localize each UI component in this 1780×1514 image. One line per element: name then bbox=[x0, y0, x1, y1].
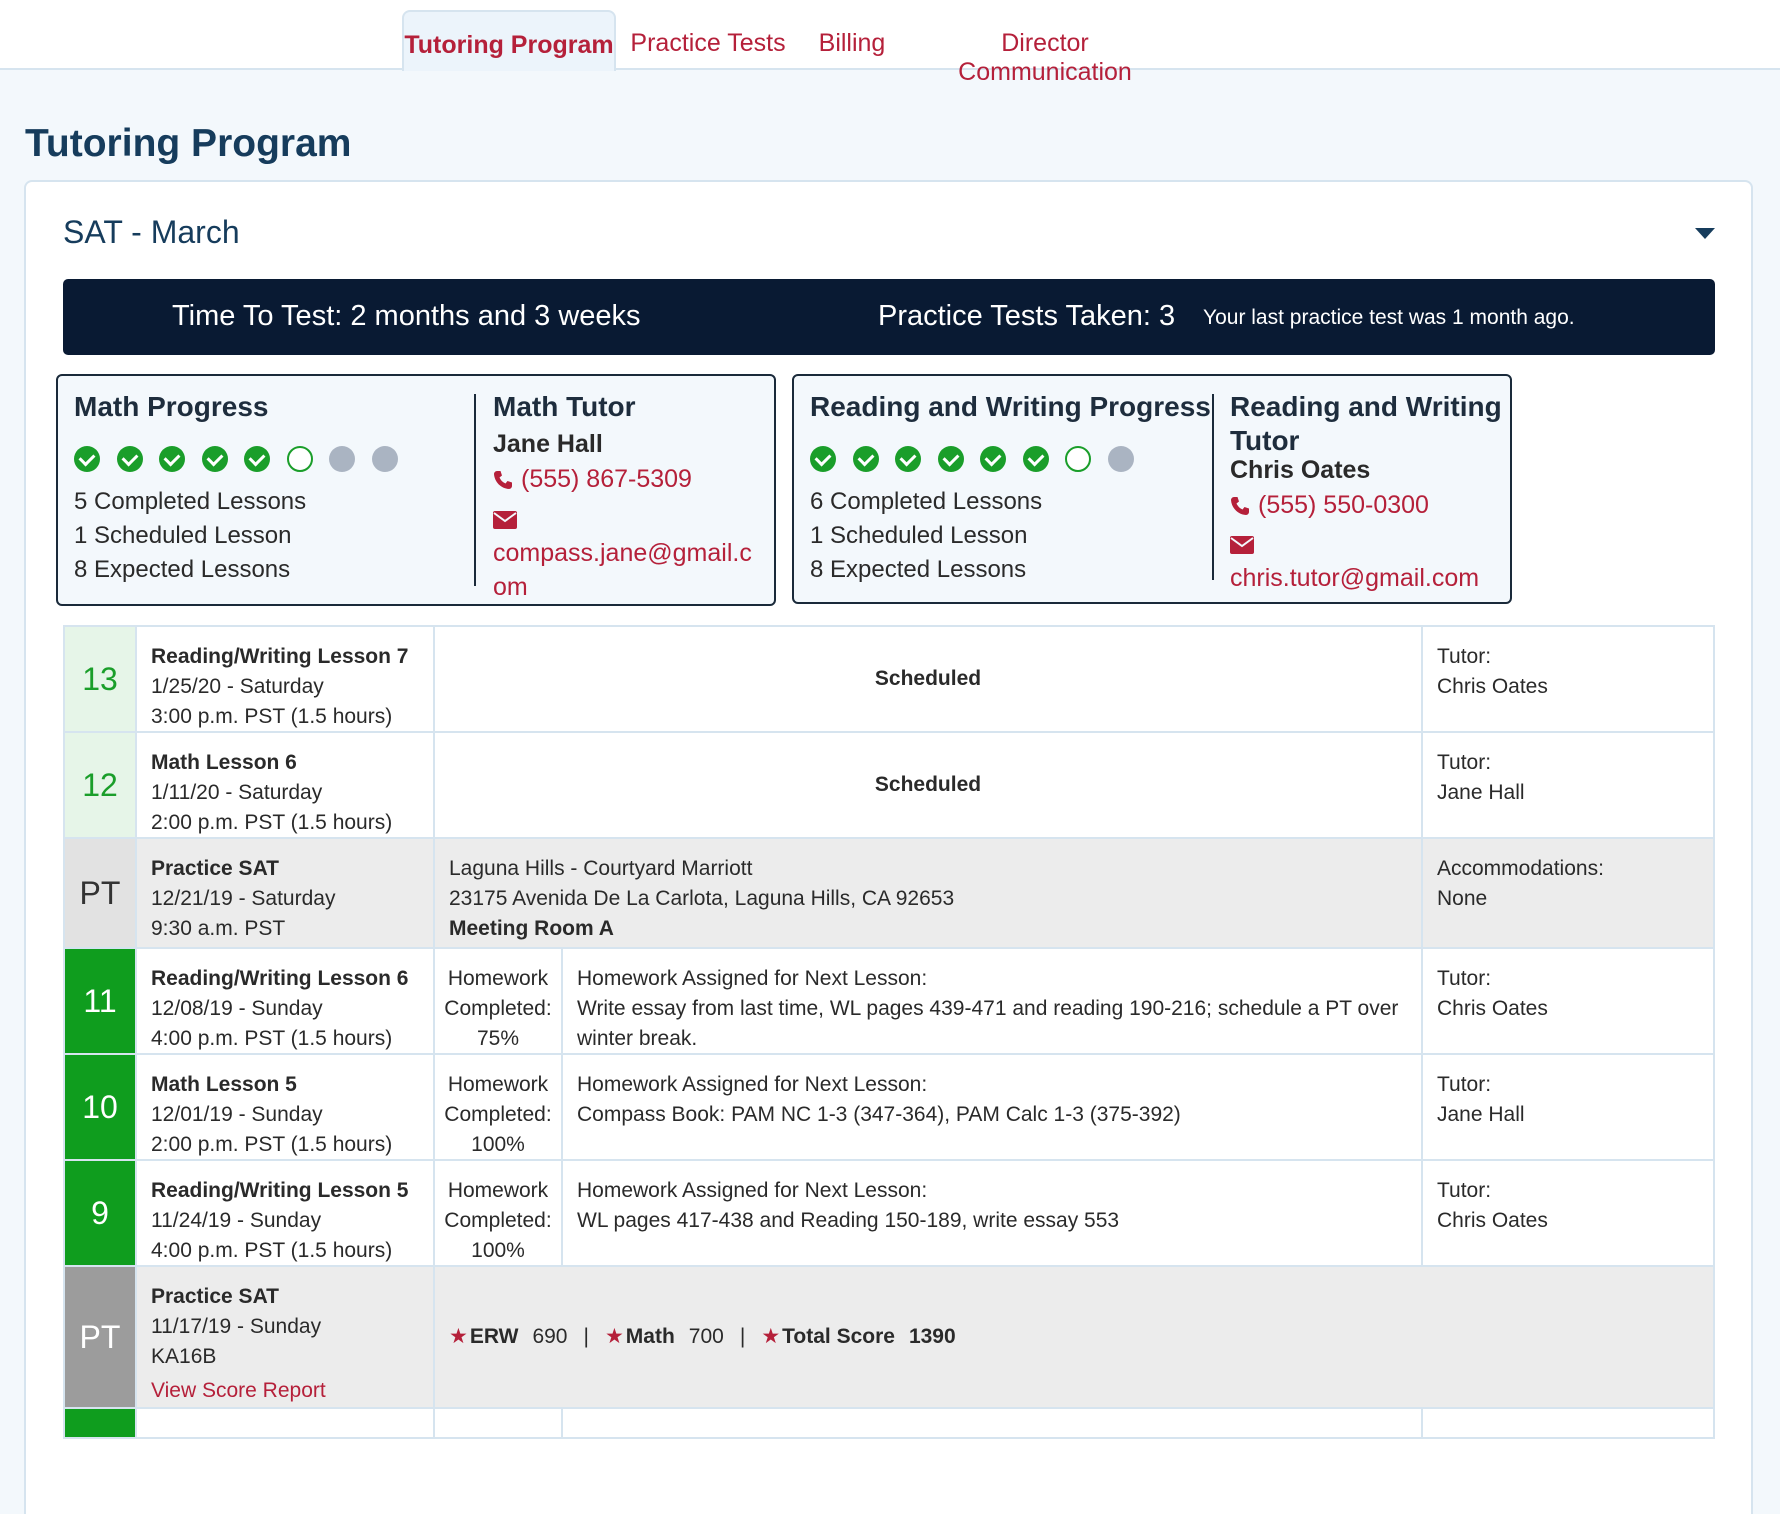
star-icon: ★ bbox=[604, 1325, 624, 1348]
lesson-date: 12/21/19 - Saturday bbox=[151, 887, 336, 910]
tutor-name: Jane Hall bbox=[1437, 1103, 1525, 1126]
math-email-line2[interactable]: om bbox=[493, 573, 528, 601]
table-row bbox=[63, 627, 1715, 733]
math-tutor-phone[interactable] bbox=[493, 462, 692, 496]
table-row bbox=[63, 1409, 1715, 1439]
lesson-info bbox=[135, 733, 433, 837]
math-progress-card bbox=[56, 374, 776, 606]
math-label: Math bbox=[625, 1325, 675, 1348]
hw-next-text: Write essay from last time, WL pages 439-471 and reading 190-216; schedule a PT over winter break. bbox=[577, 997, 1399, 1050]
rw-tutor-heading bbox=[1230, 390, 1502, 458]
tutor-name: Chris Oates bbox=[1437, 1209, 1548, 1232]
lesson-date: 1/11/20 - Saturday bbox=[151, 781, 323, 804]
scheduled-lesson-icon bbox=[1065, 446, 1091, 472]
lesson-number: 12 bbox=[65, 733, 135, 837]
lesson-date: 11/24/19 - Sunday bbox=[151, 1209, 322, 1232]
lesson-title: Reading/Writing Lesson 6 bbox=[151, 967, 409, 990]
table-row bbox=[63, 839, 1715, 949]
rw-stats bbox=[810, 485, 1042, 587]
math-stats bbox=[74, 485, 306, 587]
lesson-number: 11 bbox=[65, 949, 135, 1053]
lesson-date: 12/08/19 - Sunday bbox=[151, 997, 323, 1020]
lesson-info bbox=[135, 1161, 433, 1265]
hw-label: Homework bbox=[447, 1073, 549, 1096]
tutor-name: Chris Oates bbox=[1437, 675, 1548, 698]
program-panel bbox=[24, 180, 1753, 1514]
table-row bbox=[63, 949, 1715, 1055]
tab-practice-tests[interactable]: Practice Tests bbox=[630, 29, 786, 57]
total-score-label: Total Score bbox=[782, 1325, 895, 1348]
separator: | bbox=[739, 1325, 746, 1348]
math-progress-dots bbox=[74, 446, 414, 474]
lesson-info bbox=[135, 1409, 433, 1439]
tutor-name: Chris Oates bbox=[1437, 997, 1548, 1020]
view-score-report-link[interactable]: View Score Report bbox=[151, 1379, 326, 1402]
test-location bbox=[433, 839, 1421, 947]
lesson-time: 2:00 p.m. PST (1.5 hours) bbox=[151, 811, 393, 834]
lesson-number: PT bbox=[65, 1267, 135, 1407]
hw-next-text: Compass Book: PAM NC 1-3 (347-364), PAM Calc 1-3 (375-392) bbox=[577, 1103, 1181, 1126]
hw-label: Homework bbox=[447, 1179, 549, 1202]
time-to-test: Time To Test: 2 months and 3 weeks bbox=[172, 300, 641, 332]
phone-icon bbox=[1230, 496, 1250, 516]
lesson-info bbox=[135, 1267, 433, 1407]
last-practice-test: Your last practice test was 1 month ago. bbox=[1203, 306, 1575, 329]
separator: | bbox=[583, 1325, 589, 1348]
lessons-table bbox=[63, 625, 1715, 1439]
math-phone-text[interactable]: (555) 867-5309 bbox=[521, 465, 692, 493]
rw-tutor-name: Chris Oates bbox=[1230, 456, 1371, 484]
summary-banner bbox=[63, 279, 1715, 355]
completed-lesson-icon bbox=[895, 446, 921, 472]
lesson-tutor bbox=[1421, 627, 1713, 731]
completed-lesson-icon bbox=[938, 446, 964, 472]
expected-lesson-icon bbox=[1108, 446, 1134, 472]
math-expected: 8 Expected Lessons bbox=[74, 556, 291, 583]
lesson-tutor bbox=[1421, 1055, 1713, 1159]
lesson-date: 1/25/20 - Saturday bbox=[151, 675, 324, 698]
envelope-icon bbox=[1230, 535, 1254, 555]
homework-completed bbox=[433, 1161, 561, 1265]
rw-progress-card bbox=[792, 374, 1512, 604]
table-row bbox=[63, 1267, 1715, 1409]
homework-completed bbox=[433, 949, 561, 1053]
score-line bbox=[449, 1267, 1699, 1407]
rw-tutor-email[interactable] bbox=[1230, 527, 1510, 595]
hw-next-label: Homework Assigned for Next Lesson: bbox=[577, 967, 928, 990]
lesson-status: Scheduled bbox=[433, 733, 1421, 837]
math-scheduled: 1 Scheduled Lesson bbox=[74, 522, 292, 549]
expected-lesson-icon bbox=[329, 446, 355, 472]
tutor-label: Tutor: bbox=[1437, 967, 1492, 990]
math-tutor-heading: Math Tutor bbox=[493, 391, 636, 422]
lesson-title: Practice SAT bbox=[151, 1285, 279, 1308]
erw-score: 690 bbox=[532, 1325, 568, 1348]
tutor-label: Tutor: bbox=[1437, 1179, 1492, 1202]
lesson-time: 3:00 p.m. PST (1.5 hours) bbox=[151, 705, 393, 728]
lesson-time: 4:00 p.m. PST (1.5 hours) bbox=[151, 1027, 393, 1050]
hw-label: Completed: bbox=[444, 997, 552, 1020]
lesson-info bbox=[135, 627, 433, 731]
star-icon: ★ bbox=[761, 1325, 781, 1348]
rw-scheduled: 1 Scheduled Lesson bbox=[810, 522, 1028, 549]
venue-name: Laguna Hills - Courtyard Marriott bbox=[449, 857, 753, 880]
divider bbox=[474, 394, 476, 586]
lesson-title: Reading/Writing Lesson 7 bbox=[151, 645, 409, 668]
tutor-label: Tutor: bbox=[1437, 751, 1492, 774]
lesson-tutor bbox=[1421, 733, 1713, 837]
table-row bbox=[63, 1161, 1715, 1267]
tutor-name: Jane Hall bbox=[1437, 781, 1525, 804]
homework-next bbox=[561, 1409, 1421, 1439]
completed-lesson-icon bbox=[1023, 446, 1049, 472]
homework-next bbox=[561, 1161, 1421, 1265]
lesson-number bbox=[65, 1409, 135, 1437]
hw-next-label: Homework Assigned for Next Lesson: bbox=[577, 1179, 928, 1202]
lesson-number: 13 bbox=[65, 627, 135, 731]
expected-lesson-icon bbox=[372, 446, 398, 472]
page-title: Tutoring Program bbox=[25, 122, 352, 165]
rw-expected: 8 Expected Lessons bbox=[810, 556, 1027, 583]
lesson-number: 10 bbox=[65, 1055, 135, 1159]
lesson-date: 11/17/19 - Sunday bbox=[151, 1315, 322, 1338]
completed-lesson-icon bbox=[117, 446, 143, 472]
tab-tutoring-program[interactable]: Tutoring Program bbox=[402, 10, 616, 71]
star-icon: ★ bbox=[449, 1325, 468, 1348]
math-completed: 5 Completed Lessons bbox=[74, 488, 307, 515]
practice-tests-taken: Practice Tests Taken: 3 bbox=[878, 300, 1176, 332]
total-score: 1390 bbox=[908, 1325, 956, 1348]
hw-percent: 75% bbox=[476, 1027, 520, 1050]
lesson-info bbox=[135, 1055, 433, 1159]
rw-completed: 6 Completed Lessons bbox=[810, 488, 1043, 515]
math-email-line1[interactable]: compass.jane@gmail.c bbox=[493, 539, 752, 567]
lesson-title: Math Lesson 5 bbox=[151, 1073, 297, 1096]
lesson-title: Reading/Writing Lesson 5 bbox=[151, 1179, 409, 1202]
lesson-date: 12/01/19 - Sunday bbox=[151, 1103, 323, 1126]
phone-icon bbox=[493, 470, 513, 490]
completed-lesson-icon bbox=[244, 446, 270, 472]
rw-email-text[interactable]: chris.tutor@gmail.com bbox=[1230, 564, 1480, 592]
hw-label: Completed: bbox=[444, 1103, 552, 1126]
table-row bbox=[63, 1055, 1715, 1161]
lesson-tutor bbox=[1421, 1161, 1713, 1265]
accommodations-value: None bbox=[1437, 887, 1488, 910]
math-score: 700 bbox=[688, 1325, 724, 1348]
lesson-status: Scheduled bbox=[433, 627, 1421, 731]
table-row bbox=[63, 733, 1715, 839]
completed-lesson-icon bbox=[853, 446, 879, 472]
erw-label: ERW bbox=[469, 1325, 519, 1348]
test-scores bbox=[433, 1267, 1713, 1407]
hw-label: Homework bbox=[447, 967, 549, 990]
lesson-number: 9 bbox=[65, 1161, 135, 1265]
hw-percent: 100% bbox=[471, 1239, 525, 1262]
top-nav bbox=[0, 0, 1780, 86]
venue-room: Meeting Room A bbox=[449, 917, 614, 940]
math-tutor-name: Jane Hall bbox=[493, 430, 603, 458]
lesson-title: Math Lesson 6 bbox=[151, 751, 297, 774]
rw-phone-text[interactable]: (555) 550-0300 bbox=[1258, 491, 1429, 519]
math-tutor-email[interactable] bbox=[493, 502, 773, 604]
lesson-info bbox=[135, 949, 433, 1053]
venue-address: 23175 Avenida De La Carlota, Laguna Hills, CA 92653 bbox=[449, 887, 955, 910]
completed-lesson-icon bbox=[980, 446, 1006, 472]
lesson-time: 4:00 p.m. PST (1.5 hours) bbox=[151, 1239, 393, 1262]
divider bbox=[1212, 394, 1214, 580]
accommodations bbox=[1421, 839, 1713, 947]
tab-director-communication[interactable]: Director Communication bbox=[958, 29, 1132, 86]
lesson-tutor bbox=[1421, 949, 1713, 1053]
hw-percent: 100% bbox=[471, 1133, 525, 1156]
lesson-title: Practice SAT bbox=[151, 857, 279, 880]
homework-next bbox=[561, 949, 1421, 1053]
tutor-label: Tutor: bbox=[1437, 645, 1492, 668]
tab-billing[interactable]: Billing bbox=[818, 29, 886, 57]
rw-tutor-heading-1: Reading and Writing bbox=[1230, 391, 1502, 422]
tutor-label: Tutor: bbox=[1437, 1073, 1492, 1096]
section-title[interactable]: SAT - March bbox=[63, 214, 240, 250]
lesson-time: 2:00 p.m. PST (1.5 hours) bbox=[151, 1133, 393, 1156]
lesson-tutor bbox=[1421, 1409, 1713, 1439]
hw-next-label: Homework Assigned for Next Lesson: bbox=[577, 1073, 928, 1096]
rw-progress-dots bbox=[810, 446, 1150, 474]
rw-tutor-phone[interactable] bbox=[1230, 488, 1429, 522]
envelope-icon bbox=[493, 510, 517, 530]
test-code: KA16B bbox=[151, 1345, 217, 1368]
lesson-time: 9:30 a.m. PST bbox=[151, 917, 286, 940]
lesson-number: PT bbox=[65, 839, 135, 947]
completed-lesson-icon bbox=[159, 446, 185, 472]
accommodations-label: Accommodations: bbox=[1437, 857, 1604, 880]
completed-lesson-icon bbox=[202, 446, 228, 472]
hw-label: Completed: bbox=[444, 1209, 552, 1232]
homework-completed bbox=[433, 1055, 561, 1159]
rw-tutor-heading-2: Tutor bbox=[1230, 425, 1300, 456]
completed-lesson-icon bbox=[74, 446, 100, 472]
lesson-info bbox=[135, 839, 433, 947]
homework-next bbox=[561, 1055, 1421, 1159]
scheduled-lesson-icon bbox=[287, 446, 313, 472]
homework-completed bbox=[433, 1409, 561, 1439]
rw-progress-title: Reading and Writing Progress bbox=[810, 391, 1211, 422]
chevron-down-icon[interactable] bbox=[1695, 228, 1715, 239]
math-progress-title: Math Progress bbox=[74, 391, 269, 422]
hw-next-text: WL pages 417-438 and Reading 150-189, write essay 553 bbox=[577, 1209, 1120, 1232]
completed-lesson-icon bbox=[810, 446, 836, 472]
